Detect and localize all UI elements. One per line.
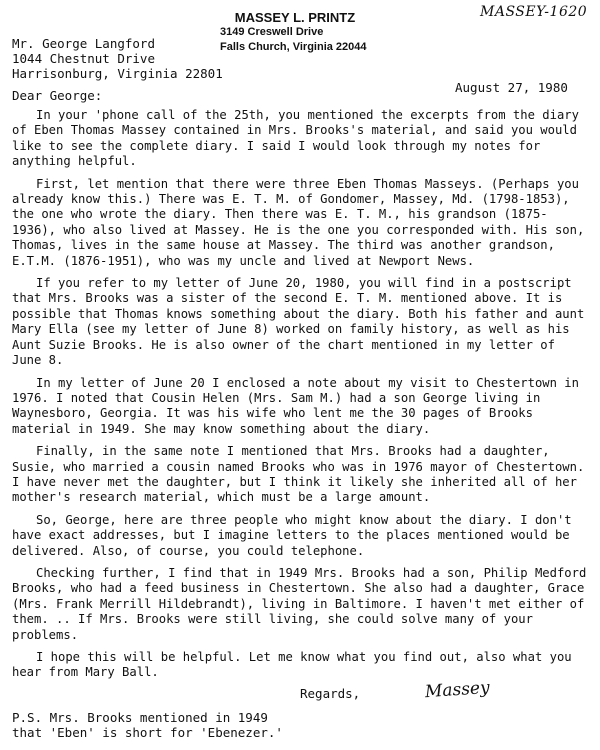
postscript (12, 710, 412, 740)
letterhead-name: MASSEY L. PRINTZ (234, 10, 356, 25)
paragraph: Checking further, I find that in 1949 Mrs. Brooks had a son, Philip Medford Brooks, who had a feed business in Chestertown. She also had a daughter, Grace (Mrs. Frank Merrill Hildebrandt), living in Baltimore. I haven't met either of them. .. If Mrs. Brooks were still living, she could solve many of your problems. (12, 565, 587, 642)
paragraph: So, George, here are three people who might know about the diary. I don't have exact addresses, but I imagine letters to the places mentioned would be delivered. Also, of course, you could telephone. (12, 512, 572, 558)
closing: Regards, (300, 686, 361, 701)
letterhead-street: 3149 Creswell Drive (220, 26, 324, 38)
letterhead-city: Falls Church, Virginia 22044 (220, 41, 367, 53)
handwritten-annotation: MASSEY-1620 (480, 4, 588, 20)
signature: Massey (424, 677, 491, 703)
postscript-line: P.S. Mrs. Brooks mentioned in 1949 (12, 710, 268, 725)
letterhead (200, 10, 390, 55)
salutation: Dear George: (12, 88, 103, 103)
paragraph: I hope this will be helpful. Let me know what you find out, also what you hear from Mary Ball. (12, 650, 572, 680)
recipient-street: 1044 Chestnut Drive (12, 51, 155, 66)
paragraph: In your 'phone call of the 25th, you mentioned the excerpts from the diary of Eben Thomas Massey contained in Mrs. Brooks's material, and said you would like to see the complete diary. I said I would look through my notes for anything helpful. (12, 108, 579, 169)
letter-date: August 27, 1980 (455, 80, 568, 95)
paragraph: If you refer to my letter of June 20, 1980, you will find in a postscript that Mrs. Brooks was a sister of the second E. T. M. mentioned above. It is possible that Thomas knows something about the diary. Both his father and aunt Mary Ella (see my letter of June 8) worked on family history, as well as his Aunt Suzie Brooks. He is also owner of the chart mentioned in my letter of June 8. (12, 276, 585, 368)
recipient-name: Mr. George Langford (12, 36, 155, 51)
recipient-address (12, 36, 223, 81)
paragraph: In my letter of June 20 I enclosed a note about my visit to Chestertown in 1976. I noted that Cousin Helen (Mrs. Sam M.) had a son George living in Waynesboro, Georgia. It was his wife who lent me the 30 pages of Brooks material in 1949. She may know something about the diary. (12, 375, 579, 436)
paragraph: Finally, in the same note I mentioned that Mrs. Brooks had a daughter, Susie, who married a cousin named Brooks who was in 1976 mayor of Chestertown. I have never met the daughter, but I think it likely she inherited all of her mother's research material, which must be a large amount. (12, 444, 585, 505)
recipient-city: Harrisonburg, Virginia 22801 (12, 66, 223, 81)
postscript-line: that 'Eben' is short for 'Ebenezer.' (12, 725, 283, 740)
paragraph: First, let mention that there were three Eben Thomas Masseys. (Perhaps you already know this.) There was E. T. M. of Gondomer, Massey, Md. (1798-1853), the one who wrote the diary. Then there was E. T. M., his grandson (1875-1936), who also lived at Massey. He is the one you corresponded with. His son, Thomas, lives in the same house at Massey. The third was another grandson, E.T.M. (1876-1951), who was my uncle and lived at Newport News. (12, 176, 585, 268)
letter-body (12, 108, 590, 688)
